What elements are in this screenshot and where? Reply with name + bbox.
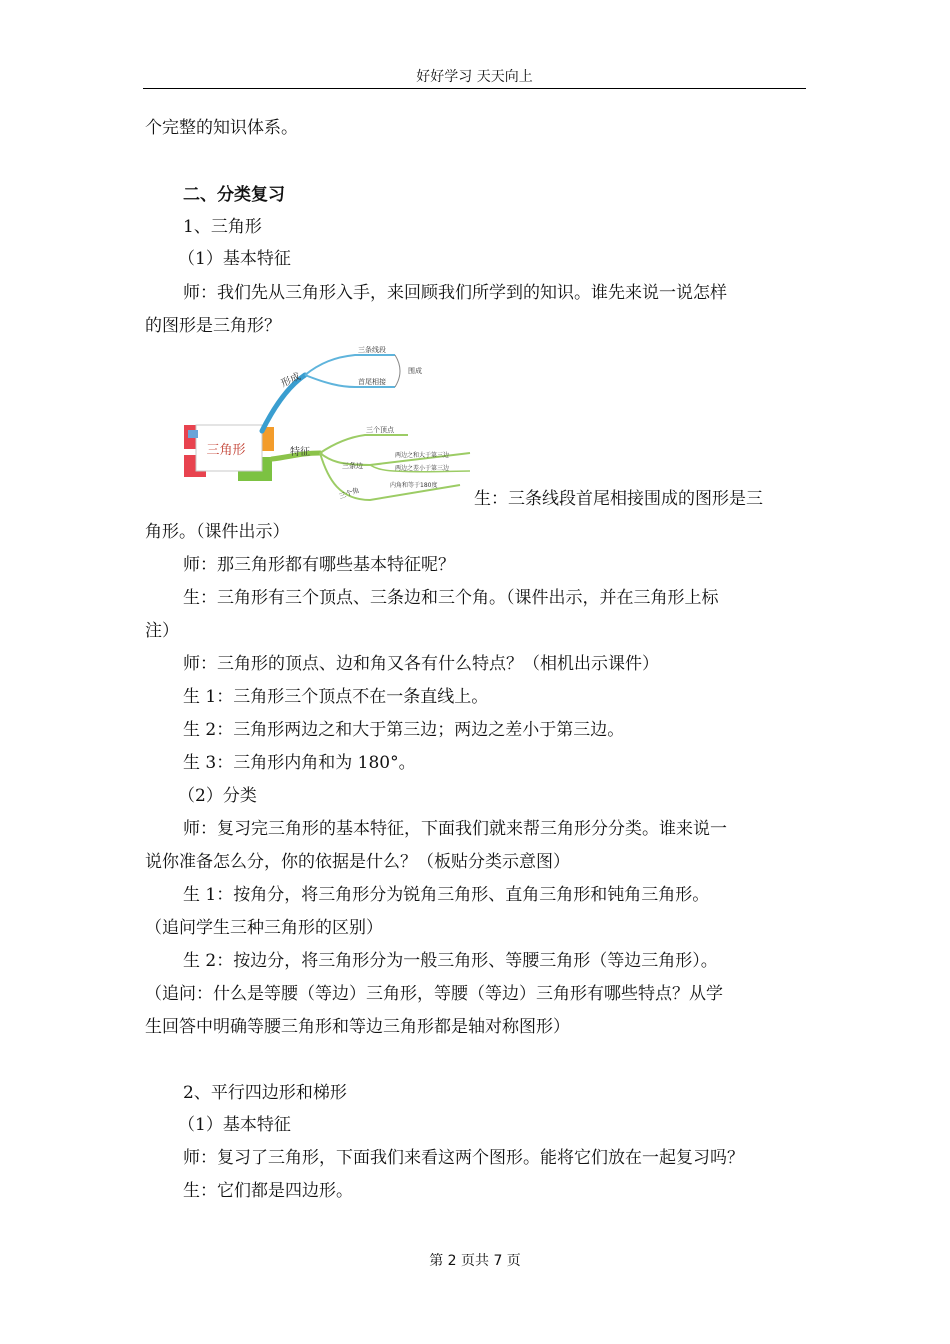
text-line: 师：复习了三角形，下面我们来看这两个图形。能将它们放在一起复习吗？ bbox=[183, 1148, 744, 1168]
feature-item: 三个角 bbox=[337, 486, 361, 501]
form-item: 首尾相接 bbox=[358, 378, 386, 386]
text-line: 师：复习完三角形的基本特征，下面我们就来帮三角形分分类。谁来说一 bbox=[183, 819, 727, 839]
form-item: 三条线段 bbox=[358, 346, 386, 354]
text-line: 师：那三角形都有哪些基本特征呢？ bbox=[183, 555, 455, 575]
feature-item: 两边之和大于第三边 bbox=[395, 452, 450, 459]
text-line: 的图形是三角形？ bbox=[145, 316, 281, 336]
section-heading: 二、分类复习 bbox=[183, 185, 285, 205]
mindmap-center-label: 三角形 bbox=[206, 443, 246, 458]
subsection-heading: 1、三角形 bbox=[183, 217, 262, 237]
text-line: 师：三角形的顶点、边和角又各有什么特点？（相机出示课件） bbox=[183, 654, 659, 674]
form-item: 围成 bbox=[408, 367, 422, 375]
form-upper-line bbox=[305, 355, 395, 375]
triangle-mindmap bbox=[180, 335, 480, 515]
text-line: 生：三条线段首尾相接围成的图形是三 bbox=[474, 489, 763, 509]
subsection-heading: （1）基本特征 bbox=[178, 249, 291, 269]
subsection-heading: 2、平行四边形和梯形 bbox=[183, 1083, 347, 1103]
text-line: 说你准备怎么分，你的依据是什么？（板贴分类示意图） bbox=[145, 852, 570, 872]
text-line: （追问学生三种三角形的区别） bbox=[145, 918, 383, 938]
feature-item: 两边之差小于第三边 bbox=[395, 465, 450, 472]
page-footer: 第 2 页共 7 页 bbox=[429, 1253, 521, 1269]
feature-item: 三个顶点 bbox=[366, 426, 394, 434]
text-line: 生 2：三角形两边之和大于第三边；两边之差小于第三边。 bbox=[183, 720, 625, 740]
text-line: 生 3：三角形内角和为 180°。 bbox=[183, 753, 416, 773]
branch-form-label: 形成 bbox=[279, 371, 303, 390]
text-line: 生 2：按边分，将三角形分为一般三角形、等腰三角形（等边三角形）。 bbox=[183, 951, 718, 971]
puzzle-piece-blue bbox=[188, 430, 198, 438]
text-line: 生 1：按角分，将三角形分为锐角三角形、直角三角形和钝角三角形。 bbox=[183, 885, 710, 905]
text-line: 生 1：三角形三个顶点不在一条直线上。 bbox=[183, 687, 489, 707]
text-line: 角形。（课件出示） bbox=[145, 522, 290, 542]
subsection-heading: （1）基本特征 bbox=[178, 1115, 291, 1135]
text-line: 生：它们都是四边形。 bbox=[183, 1181, 353, 1201]
text-line: （追问：什么是等腰（等边）三角形，等腰（等边）三角形有哪些特点？从学 bbox=[145, 984, 723, 1004]
text-line: 生回答中明确等腰三角形和等边三角形都是轴对称图形） bbox=[145, 1017, 570, 1037]
text-line: 个完整的知识体系。 bbox=[145, 118, 298, 138]
text-line: 注） bbox=[145, 621, 179, 641]
form-brace bbox=[395, 355, 400, 387]
feature-item: 三条边 bbox=[342, 462, 363, 470]
branch-feature-label: 特征 bbox=[290, 447, 310, 458]
feature-item: 内角和等于180度 bbox=[390, 482, 438, 489]
text-line: 师：我们先从三角形入手，来回顾我们所学到的知识。谁先来说一说怎样 bbox=[183, 283, 727, 303]
subsection-heading: （2）分类 bbox=[178, 786, 257, 806]
feature-vertex-line bbox=[320, 435, 408, 453]
text-line: 生：三角形有三个顶点、三条边和三个角。（课件出示，并在三角形上标 bbox=[183, 588, 719, 608]
page-header: 好好学习 天天向上 bbox=[143, 66, 806, 89]
